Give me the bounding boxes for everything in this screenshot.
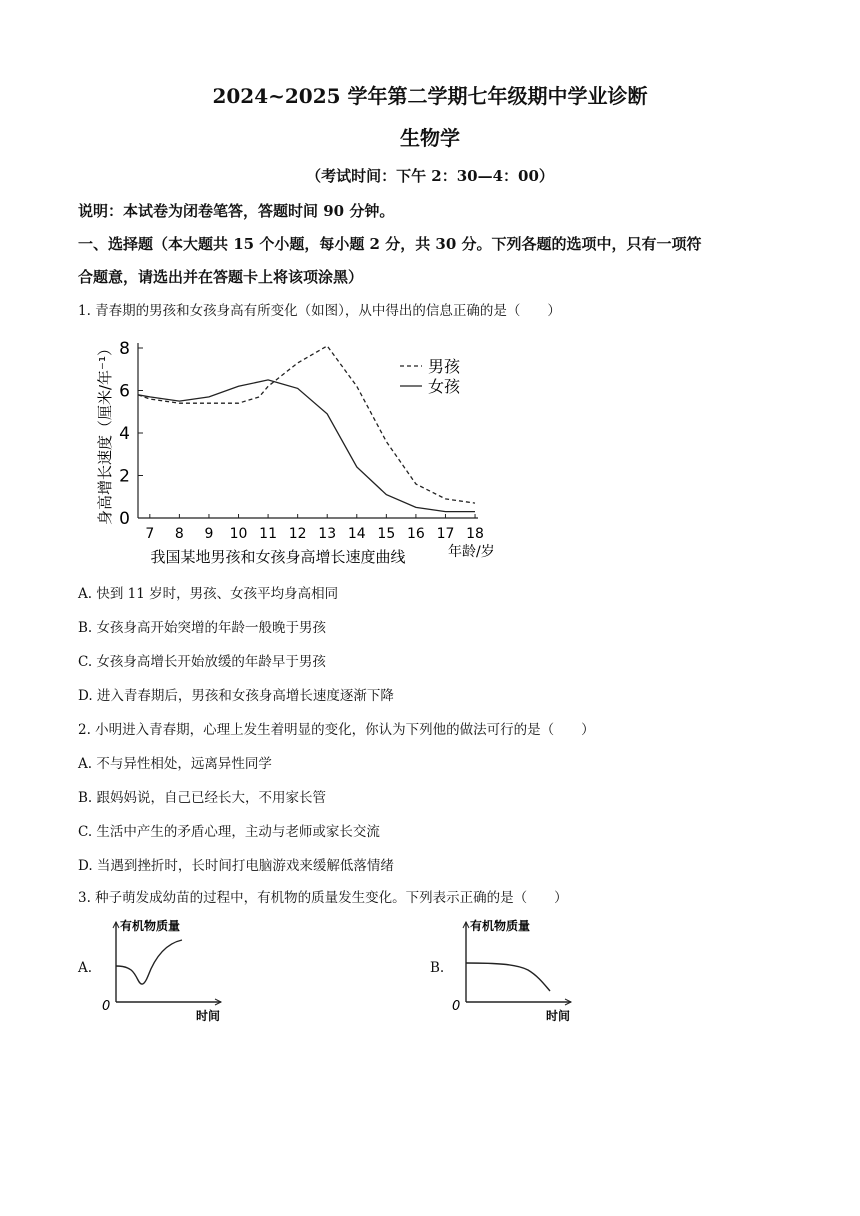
y-tick-label: 0: [119, 509, 130, 529]
q1-option-a: A. 快到 11 岁时，男孩、女孩平均身高相同: [78, 586, 339, 602]
series-line-boys: [138, 346, 475, 503]
q3-option-a-graph: [96, 914, 236, 1024]
y-tick-label: 4: [119, 424, 130, 444]
x-tick-label: 11: [259, 526, 278, 542]
y-axis-label: 身高增长速度（厘米/年⁻¹）: [96, 341, 114, 525]
q3-option-a-label: A.: [78, 960, 93, 976]
q2-option-a: A. 不与异性相处，远离异性同学: [78, 756, 272, 772]
y-axis-label: 有机物质量: [470, 919, 531, 933]
q2-option-b: B. 跟妈妈说，自己已经长大，不用家长管: [78, 790, 327, 806]
chart-title: 我国某地男孩和女孩身高增长速度曲线: [150, 548, 406, 566]
x-tick-label: 13: [318, 526, 337, 542]
exam-title: 2024~2025 学年第二学期七年级期中学业诊断: [212, 84, 648, 108]
section-heading-line1: 一、选择题（本大题共 15 个小题，每小题 2 分，共 30 分。下列各题的选项中，只有一项符: [78, 235, 702, 253]
series-line-girls: [138, 380, 475, 512]
q2-option-d: D. 当遇到挫折时，长时间打电脑游戏来缓解低落情绪: [78, 858, 394, 874]
height-growth-chart: [88, 333, 508, 573]
q3-option-b-label: B.: [430, 960, 445, 976]
x-tick-label: 14: [347, 526, 366, 542]
question-1-stem: 1. 青春期的男孩和女孩身高有所变化（如图），从中得出的信息正确的是（ ）: [78, 303, 561, 319]
x-axis-label: 时间: [546, 1009, 571, 1023]
curve-line: [466, 963, 550, 991]
x-axis-label: 时间: [196, 1009, 221, 1023]
x-tick-label: 17: [436, 526, 455, 542]
x-tick-label: 16: [406, 526, 425, 542]
y-tick-label: 8: [119, 339, 130, 359]
curve-line: [116, 940, 182, 984]
x-tick-label: 15: [377, 526, 396, 542]
y-tick-label: 2: [119, 466, 130, 487]
x-tick-label: 10: [229, 526, 248, 542]
x-tick-label: 18: [466, 526, 484, 542]
q3-option-b-graph: [446, 914, 586, 1024]
x-tick-label: 12: [288, 526, 307, 542]
q2-option-c: C. 生活中产生的矛盾心理，主动与老师或家长交流: [78, 824, 380, 840]
question-2-stem: 2. 小明进入青春期，心理上发生着明显的变化，你认为下列他的做法可行的是（ ）: [78, 722, 595, 738]
origin-label: 0: [452, 999, 461, 1014]
y-axis-label: 有机物质量: [120, 919, 181, 933]
x-tick-label: 8: [174, 526, 184, 542]
x-axis-label: 年龄/岁: [448, 544, 495, 560]
x-tick-label: 7: [145, 526, 155, 542]
x-tick-label: 9: [204, 526, 214, 542]
q1-option-b: B. 女孩身高开始突增的年龄一般晚于男孩: [78, 620, 327, 636]
q1-option-c: C. 女孩身高增长开始放缓的年龄早于男孩: [78, 654, 326, 670]
exam-time: （考试时间：下午 2：30—4：00）: [306, 167, 554, 185]
y-tick-label: 6: [119, 381, 130, 402]
section-heading-line2: 合题意，请选出并在答题卡上将该项涂黑）: [78, 268, 364, 286]
instructions: 说明：本试卷为闭卷笔答，答题时间 90 分钟。: [78, 202, 395, 220]
question-3-stem: 3. 种子萌发成幼苗的过程中，有机物的质量发生变化。下列表示正确的是（ ）: [78, 890, 568, 906]
subject-title: 生物学: [400, 126, 460, 150]
legend-label: 女孩: [428, 377, 461, 396]
q1-option-d: D. 进入青春期后，男孩和女孩身高增长速度逐渐下降: [78, 688, 394, 704]
origin-label: 0: [102, 999, 111, 1014]
legend-label: 男孩: [428, 357, 461, 376]
